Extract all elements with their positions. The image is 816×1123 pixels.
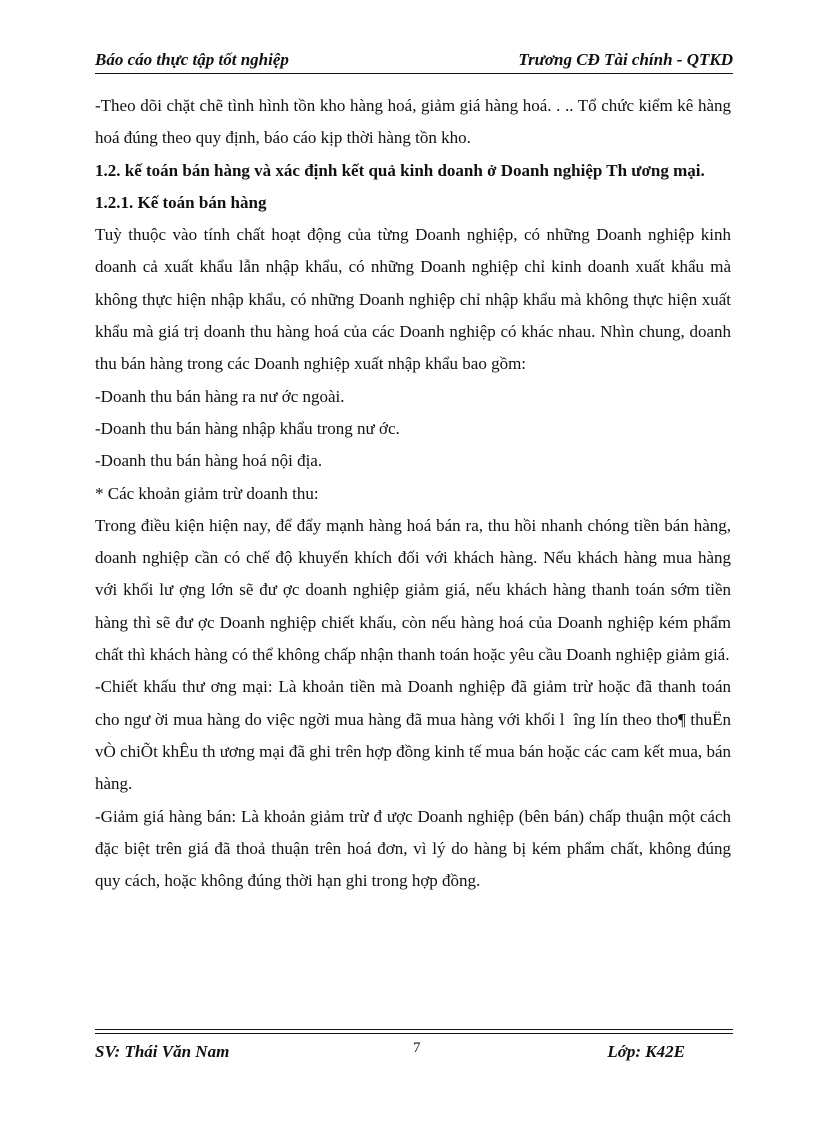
paragraph-sales-allowance: -Giảm giá hàng bán: Là khoản giảm trừ đ ược Doanh nghiệp (bên bán) chấp thuận một cách đặc biệt trên giá đã thoả thuận trên hoá đơn, vì lý do hàng bị kém phẩm chất, không đúng quy cách, hoặc không đúng thời hạn ghi trong hợp đồng. [95,806,731,891]
paragraph-customer-incentives: Trong điều kiện hiện nay, để đẩy mạnh hàng hoá bán ra, thu hồi nhanh chóng tiền bán hàng, doanh nghiệp cần có chế độ khuyến khích đối với khách hàng. Nếu khách hàng mua hàng với khối lư ợng lớn sẽ đư ợc doanh nghiệp giảm giá, nếu khách hàng thanh toán sớm tiền hàng thì sẽ đư ợc Doanh nghiệp chiết khấu, còn nếu hàng hoá của Doanh nghiệp kém phẩm chất thì khách hàng có thể không chấp nhận thanh toán hoặc yêu cầu Doanh nghiệp giảm giá. [95,515,731,665]
page-header [95,48,733,70]
footer-student-name: SV: Thái Văn Nam [95,1042,230,1061]
paragraph-revenue-intro: Tuỳ thuộc vào tính chất hoạt động của từng Doanh nghiệp, có những Doanh nghiệp kinh doanh cả xuất khẩu lẫn nhập khẩu, có những Doanh nghiệp chỉ kinh doanh xuất khẩu mà không thực hiện nhập khẩu, có những Doanh nghiệp chỉ nhập khẩu mà không thực hiện xuất khẩu mà giá trị doanh thu hàng hoá của các Doanh nghiệp có khác nhau. Nhìn chung, doanh thu bán hàng trong các Doanh nghiệp xuất nhập khẩu bao gồm: [95,225,731,374]
page-number: 7 [413,1040,421,1056]
paragraph-inventory-tasks: -Theo dõi chặt chẽ tình hình tồn kho hàng hoá, giảm giá hàng hoá. . .. Tổ chức kiểm kê hàng hoá đúng theo quy định, báo cáo kịp thời hàng tồn kho. [95,96,731,148]
header-school-name: Trương CĐ Tài chính - QTKD [518,50,733,69]
list-item-domestic-revenue: -Doanh thu bán hàng hoá nội địa. [95,451,323,471]
list-item-export-revenue: -Doanh thu bán hàng ra nư ớc ngoài. [95,386,345,406]
list-item-import-revenue: -Doanh thu bán hàng nhập khẩu trong nư ớc. [95,418,400,438]
header-report-title: Báo cáo thực tập tốt nghiệp [95,50,289,69]
footer-divider-bottom [95,1033,733,1034]
footer-divider-top [95,1029,733,1030]
paragraph-trade-discount: -Chiết khấu thư ơng mại: Là khoản tiền mà Doanh nghiệp đã giảm trừ hoặc đã thanh toán cho ngư ời mua hàng do việc ngời mua hàng đã mua hàng với khối l îng lín theo tho¶ thuËn vÒ chiÕt khÊu th ương mại đã ghi trên hợp đồng kinh tế mua bán hoặc các cam kết mua, bán hàng. [95,677,731,794]
header-divider [95,73,733,74]
subheading-revenue-deductions: * Các khoản giảm trừ doanh thu: [95,483,319,503]
section-heading-1-2: 1.2. kế toán bán hàng và xác định kết quả kinh doanh ở Doanh nghiệp Th ương mại. [95,160,705,180]
document-body [95,90,731,897]
page-footer [95,1040,733,1064]
footer-class-name: Lớp: K42E [607,1042,685,1061]
section-heading-1-2-1: 1.2.1. Kế toán bán hàng [95,192,267,212]
